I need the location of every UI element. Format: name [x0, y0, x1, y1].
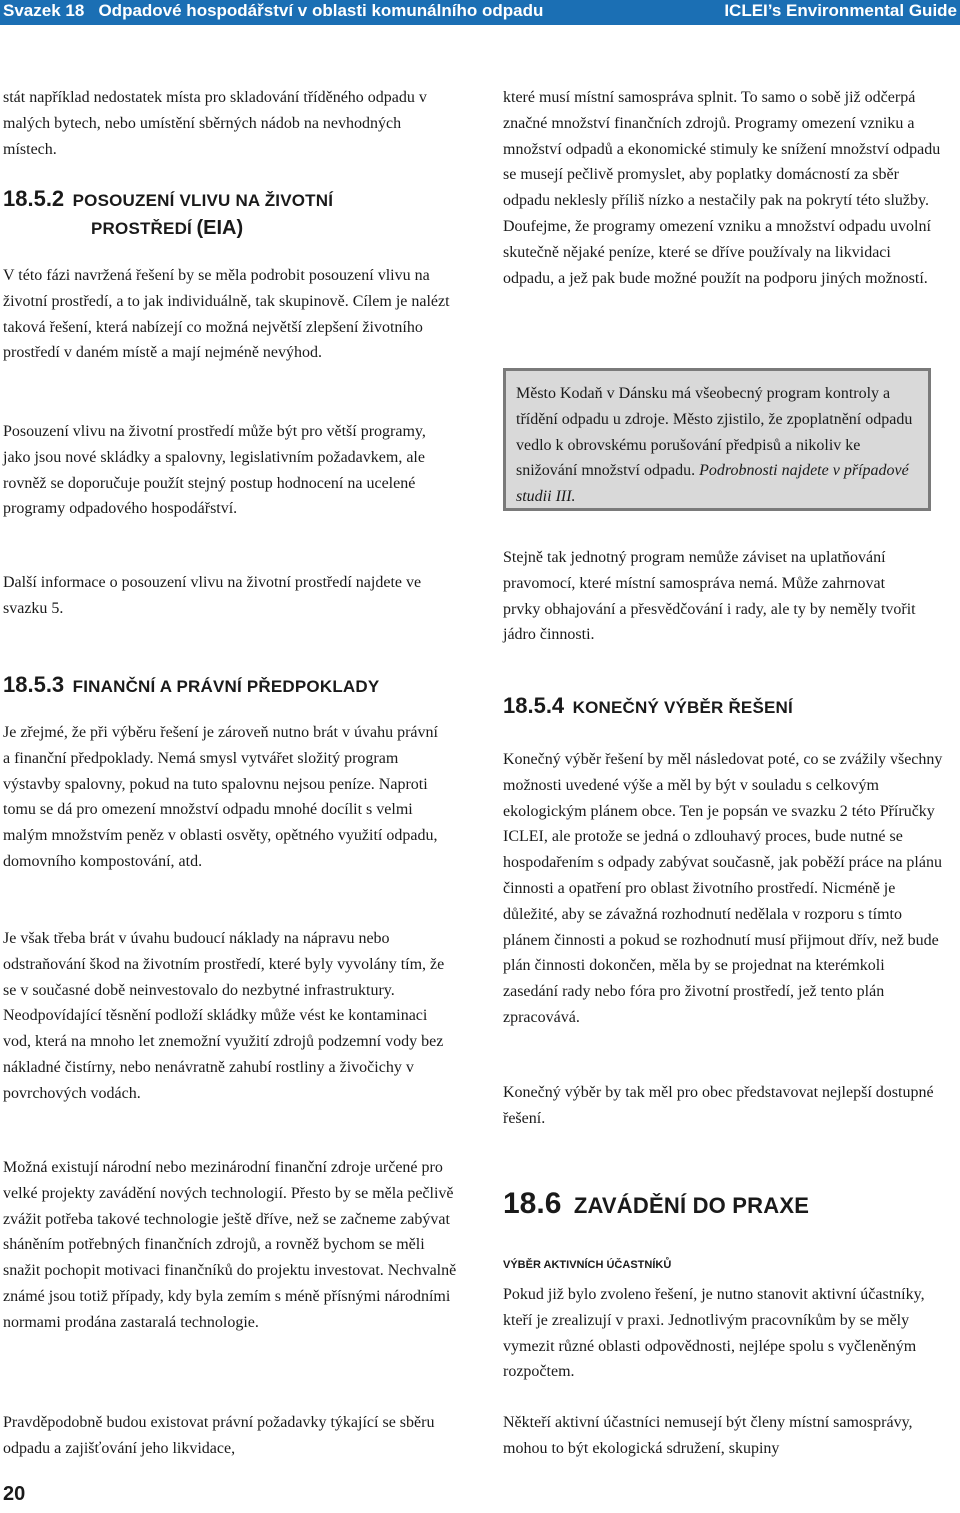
- right-paragraph-2: Stejně tak jednotný program nemůže záviset na uplatňování pravomocí, které místní samospráva nemá. Může zahrnovat prvky obhajování a přesvědčování i rady, ale ty by neměly tvořit jádro činnosti.: [503, 549, 916, 644]
- header-guide-title: ICLEI’s Environmental Guide: [724, 1, 957, 20]
- right-paragraph-3: Konečný výběr řešení by měl následovat poté, co se zvážily všechny možnosti uvedené výše a měl by být v souladu s celkovým ekologickým plánem obce. Ten je popsán ve svazku 2 této Příručky ICLEI, ale protože se jedná o zdlouhavý proces, bude nutné se hospodařením s odpady zabývat současně, jak poběží práce na plánu činnosti a opatření pro oblast životního prostředí. Nicméně je důležité, aby se závažná rozhodnutí nedělala v rozporu s tímto plánem činnosti a pokud se rozhodnutí musí přijmout dřív, než bude plán činnosti dokončen, měla by se projednat na kterémkoli zasedání rady nebo fóra pro životní prostředí, jež tento plán zpracovává.: [503, 751, 943, 1026]
- right-paragraph-5: Pokud již bylo zvoleno řešení, je nutno stanovit aktivní účastníky, kteří je zrealizují v praxi. Jednotlivým pracovníkům by se měly vymezit různé oblasti odpovědnosti, nejlépe spolu s vyčleněným rozpočtem.: [503, 1286, 925, 1381]
- section-title: FINANČNÍ A PRÁVNÍ PŘEDPOKLADY: [72, 677, 380, 696]
- left-paragraph-3: Posouzení vlivu na životní prostředí může být pro větší programy, jako jsou nové skládky a spalovny, legislativním požadavkem, ale rovněž se doporučuje použít stejný postup hodnocení na ucelené programy odpadového hospodářství.: [3, 423, 426, 518]
- section-title-cont: PROSTŘEDÍ: [91, 219, 192, 238]
- section-title: KONEČNÝ VÝBĚR ŘEŠENÍ: [572, 698, 793, 717]
- section-number: 18.5.4: [503, 693, 565, 718]
- section-heading-18-5-2: [3, 186, 465, 243]
- left-paragraph-4: Další informace o posouzení vlivu na životní prostředí najdete ve svazku 5.: [3, 574, 422, 617]
- left-paragraph-1: stát například nedostatek místa pro skladování tříděného odpadu v malých bytech, nebo umístění sběrných nádob na nevhodných místech.: [3, 89, 427, 158]
- section-number: 18.6: [503, 1187, 562, 1220]
- right-paragraph-1: které musí místní samospráva splnit. To samo o sobě již odčerpá značné množství finančních zdrojů. Programy omezení vzniku a množství odpadů a ekonomické stimuly ke snížení množství odpadu se musejí pečlivě promyslet, aby poplatky domácností za sběr odpadu neklesly příliš nízko a nestačily pak na pokrytí této služby. Doufejme, že programy omezení vzniku a množství odpadu uvolní skutečně nějaké peníze, které se dříve používaly na likvidaci odpadu, a jež pak bude možné použít na podporu jiných možností.: [503, 89, 941, 287]
- case-study-box: [503, 368, 931, 511]
- section-heading-18-5-4: [503, 693, 953, 719]
- box-reference: Podrobnosti najdete v případové studii III.: [516, 462, 909, 506]
- header-volume-title: Svazek 18 Odpadové hospodářství v oblasti komunálního odpadu: [3, 1, 544, 20]
- left-paragraph-5: Je zřejmé, že při výběru řešení je zároveň nutno brát v úvahu právní a finanční předpoklady. Nemá smysl vytvářet složitý program výstavby spalovny, pokud na tuto spalovnu nejsou peníze. Naproti tomu se dá pro omezení množství odpadu mnohé docílit s velmi malým množstvím peněz v oblasti osvěty, opětného využití odpadu, domovního kompostování, atd.: [3, 724, 438, 870]
- left-paragraph-7: Možná existují národní nebo mezinárodní finanční zdroje určené pro velké projekty zavádění nových technologií. Přesto by se měla pečlivě zvážit potřeba takové technologie ještě dříve, než se začneme zabývat sháněním potřebných finančních zdrojů, a rovněž bychom se měli snažit pochopit motivaci finančníků do projektu investovat. Nechvalně známé jsou totiž případy, kdy byla zemím s méně přísnými národními normami prodána zastaralá technologie.: [3, 1159, 457, 1331]
- left-paragraph-2: V této fázi navržená řešení by se měla podrobit posouzení vlivu na životní prostředí, a to jak individuálně, tak skupinově. Cílem je nalézt taková řešení, která nabízejí co možná největší zlepšení životního prostředí v daném místě a mají nejméně nevýhod.: [3, 267, 450, 362]
- left-paragraph-6: Je však třeba brát v úvahu budoucí náklady na nápravu nebo odstraňování škod na životním prostředí, které byly vyvolány tím, že se v současné době neinvestovalo do nezbytné infrastruktury. Neodpovídající těsnění podloží skládky může vést ke kontaminaci vod, která na mnoho let znemožní využití zdrojů podzemní vody bez nákladné čistírny, nebo nenávratně zahubí rostliny a živočichy v povrchových vodách.: [3, 930, 445, 1102]
- section-title-abbr: (EIA): [196, 217, 244, 239]
- section-title: POSOUZENÍ VLIVU NA ŽIVOTNÍ: [72, 191, 334, 210]
- page-number: 20: [3, 1483, 26, 1505]
- page-header: [0, 0, 960, 25]
- section-number: 18.5.3: [3, 672, 65, 697]
- box-text: Město Kodaň v Dánsku má všeobecný program kontroly a třídění odpadu u zdroje. Město zjistilo, že zpoplatnění odpadu vedlo k obrovskému porušování předpisů a nikoliv ke snižování množství odpadu.: [516, 385, 913, 480]
- section-number: 18.5.2: [3, 186, 65, 211]
- right-paragraph-6: Někteří aktivní účastníci nemusejí být členy místní samosprávy, mohou to být ekologická sdružení, skupiny: [503, 1414, 913, 1457]
- section-heading-18-5-3: [3, 672, 465, 698]
- section-title: ZAVÁDĚNÍ DO PRAXE: [573, 1193, 810, 1218]
- subheading-participants: VÝBĚR AKTIVNÍCH ÚČASTNÍKŮ: [503, 1259, 672, 1271]
- section-heading-18-6: [503, 1187, 953, 1221]
- left-paragraph-8: Pravděpodobně budou existovat právní požadavky týkající se sběru odpadu a zajišťování jeho likvidace,: [3, 1414, 435, 1457]
- right-paragraph-4: Konečný výběr by tak měl pro obec představovat nejlepší dostupné řešení.: [503, 1084, 934, 1127]
